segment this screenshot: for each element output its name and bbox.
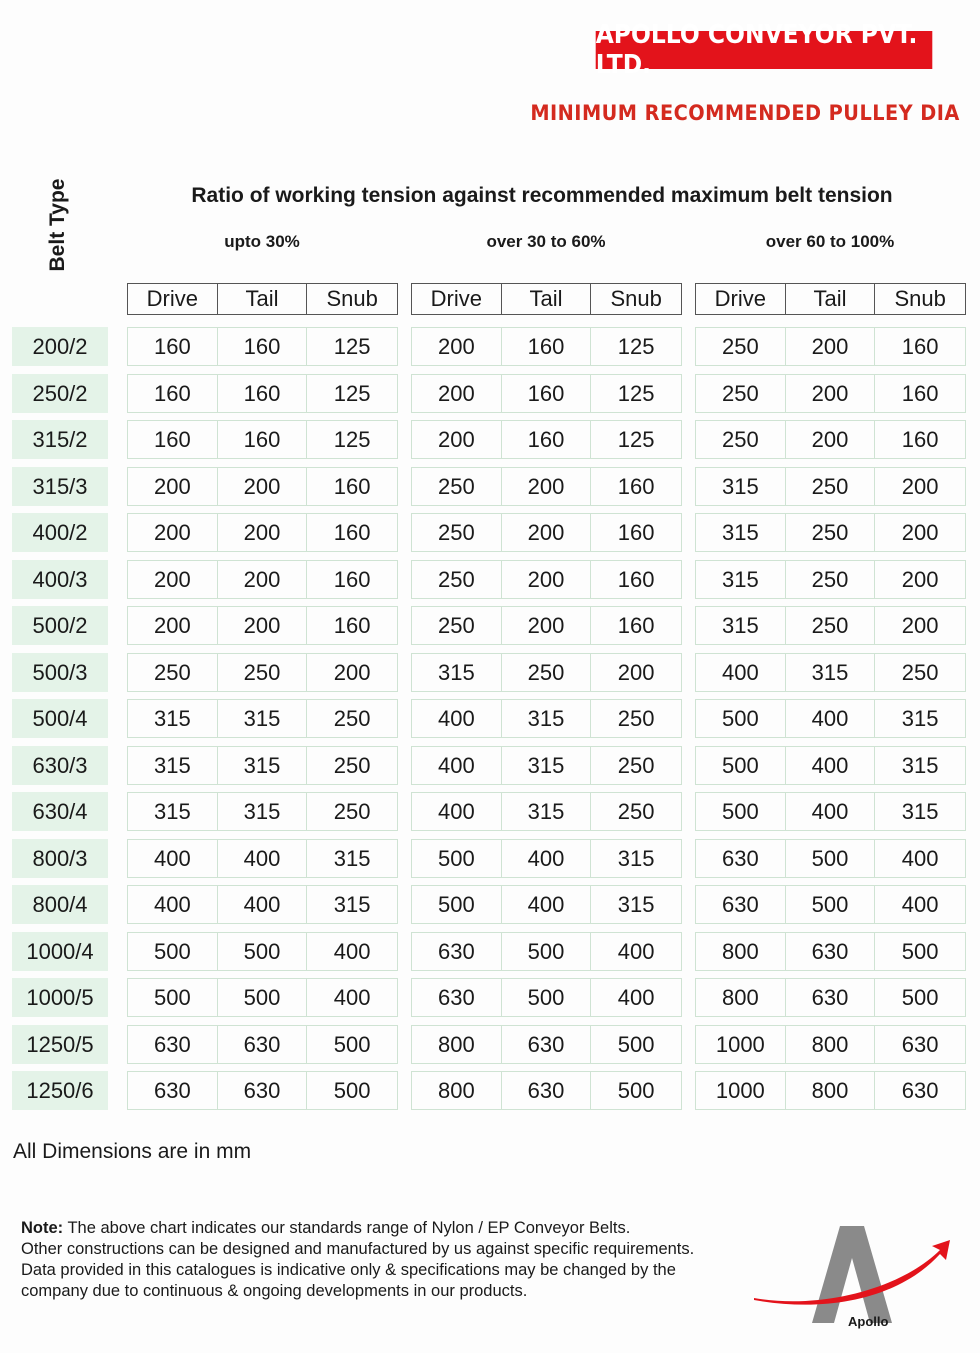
table-row xyxy=(695,467,966,506)
pulley-dia-cell: 500 xyxy=(218,979,308,1016)
pulley-dia-cell: 630 xyxy=(901,1031,939,1057)
pulley-dia-cell: 250 xyxy=(901,659,939,685)
table-row xyxy=(695,606,966,645)
pulley-dia-cell: 500 xyxy=(696,700,786,737)
pulley-dia-cell: 315 xyxy=(696,561,786,598)
pulley-dia-cell: 630 xyxy=(412,979,502,1016)
table-row xyxy=(411,327,682,366)
pulley-dia-cell: 250 xyxy=(218,654,308,691)
column-header: Drive xyxy=(128,284,218,314)
pulley-dia-cell: 500 xyxy=(617,1077,655,1103)
pulley-dia-cell: 200 xyxy=(128,561,218,598)
pulley-dia-cell: 800 xyxy=(786,1072,876,1109)
pulley-dia-cell: 315 xyxy=(696,607,786,644)
pulley-dia-cell: 500 xyxy=(502,933,592,970)
table-row xyxy=(127,327,398,366)
pulley-dia-cell: 200 xyxy=(218,607,308,644)
belt-type-cell: 630/4 xyxy=(12,792,108,831)
pulley-dia-cell: 800 xyxy=(696,933,786,970)
belt-type-cell: 315/2 xyxy=(12,420,108,459)
table-row xyxy=(411,513,682,552)
column-header: Drive xyxy=(412,284,502,314)
pulley-dia-cell: 315 xyxy=(218,700,308,737)
pulley-dia-cell: 400 xyxy=(901,891,939,917)
belt-type-cell: 200/2 xyxy=(12,327,108,366)
pulley-dia-cell: 630 xyxy=(786,933,876,970)
table-row xyxy=(127,792,398,831)
belt-type-cell: 800/4 xyxy=(12,885,108,924)
belt-type-cell: 250/2 xyxy=(12,374,108,413)
pulley-dia-cell: 630 xyxy=(786,979,876,1016)
pulley-dia-cell: 250 xyxy=(696,328,786,365)
table-row xyxy=(411,885,682,924)
pulley-dia-cell: 400 xyxy=(218,886,308,923)
belt-type-label: Belt Type xyxy=(46,178,69,272)
pulley-dia-cell: 200 xyxy=(617,659,655,685)
pulley-dia-cell: 400 xyxy=(502,886,592,923)
belt-type-cell: 1250/6 xyxy=(12,1071,108,1110)
pulley-dia-cell: 250 xyxy=(786,514,876,551)
pulley-dia-cell: 160 xyxy=(218,328,308,365)
pulley-dia-cell: 250 xyxy=(786,607,876,644)
table-row xyxy=(695,560,966,599)
table-row xyxy=(127,560,398,599)
document-title: MINIMUM RECOMMENDED PULLEY DIA xyxy=(530,101,960,125)
pulley-dia-cell: 125 xyxy=(617,426,655,452)
pulley-dia-cell: 500 xyxy=(333,1031,371,1057)
table-row xyxy=(411,978,682,1017)
column-header: Snub xyxy=(610,286,662,311)
pulley-dia-cell: 400 xyxy=(333,984,371,1010)
column-header-group xyxy=(411,283,682,315)
table-row xyxy=(411,560,682,599)
pulley-dia-cell: 200 xyxy=(901,519,939,545)
table-row xyxy=(695,513,966,552)
pulley-dia-cell: 630 xyxy=(218,1026,308,1063)
pulley-dia-cell: 250 xyxy=(696,421,786,458)
table-row xyxy=(127,1025,398,1064)
pulley-dia-cell: 200 xyxy=(128,607,218,644)
table-row xyxy=(411,839,682,878)
table-row xyxy=(695,374,966,413)
pulley-dia-cell: 160 xyxy=(218,421,308,458)
pulley-dia-cell: 160 xyxy=(901,333,939,359)
belt-type-cell: 630/3 xyxy=(12,746,108,785)
pulley-dia-cell: 200 xyxy=(502,468,592,505)
pulley-dia-cell: 200 xyxy=(128,514,218,551)
pulley-dia-cell: 630 xyxy=(128,1072,218,1109)
pulley-dia-cell: 500 xyxy=(412,886,502,923)
pulley-dia-cell: 800 xyxy=(412,1026,502,1063)
table-row xyxy=(127,839,398,878)
belt-type-cell: 400/3 xyxy=(12,560,108,599)
pulley-dia-cell: 315 xyxy=(901,705,939,731)
pulley-dia-cell: 250 xyxy=(786,561,876,598)
ratio-heading: Ratio of working tension against recommended maximum belt tension xyxy=(191,184,893,207)
pulley-dia-cell: 160 xyxy=(617,612,655,638)
pulley-dia-cell: 125 xyxy=(333,380,371,406)
table-row xyxy=(695,746,966,785)
pulley-dia-cell: 1000 xyxy=(696,1072,786,1109)
table-row xyxy=(127,885,398,924)
belt-type-cell: 800/3 xyxy=(12,839,108,878)
pulley-dia-cell: 125 xyxy=(617,380,655,406)
pulley-dia-cell: 250 xyxy=(502,654,592,691)
table-row xyxy=(695,885,966,924)
pulley-dia-cell: 315 xyxy=(412,654,502,691)
pulley-dia-cell: 200 xyxy=(901,473,939,499)
column-header: Snub xyxy=(894,286,946,311)
table-row xyxy=(127,699,398,738)
table-row xyxy=(695,1025,966,1064)
pulley-dia-cell: 500 xyxy=(901,984,939,1010)
apollo-logo xyxy=(752,1218,952,1333)
table-row xyxy=(695,839,966,878)
group-heading: upto 30% xyxy=(224,232,300,251)
pulley-dia-cell: 160 xyxy=(333,473,371,499)
table-row xyxy=(127,513,398,552)
pulley-dia-cell: 200 xyxy=(128,468,218,505)
pulley-dia-cell: 630 xyxy=(696,840,786,877)
pulley-dia-cell: 400 xyxy=(786,747,876,784)
pulley-dia-cell: 250 xyxy=(333,752,371,778)
pulley-dia-cell: 200 xyxy=(218,468,308,505)
pulley-dia-cell: 500 xyxy=(502,979,592,1016)
pulley-dia-cell: 160 xyxy=(333,612,371,638)
pulley-dia-cell: 400 xyxy=(218,840,308,877)
pulley-dia-cell: 315 xyxy=(218,793,308,830)
pulley-dia-cell: 400 xyxy=(502,840,592,877)
pulley-dia-cell: 315 xyxy=(617,891,655,917)
pulley-dia-cell: 800 xyxy=(786,1026,876,1063)
pulley-dia-cell: 400 xyxy=(128,840,218,877)
pulley-dia-cell: 200 xyxy=(502,607,592,644)
note-line xyxy=(21,1218,811,1239)
belt-type-cell: 1000/5 xyxy=(12,978,108,1017)
pulley-dia-cell: 500 xyxy=(128,979,218,1016)
pulley-dia-cell: 200 xyxy=(502,561,592,598)
table-row xyxy=(411,467,682,506)
table-row xyxy=(695,327,966,366)
pulley-dia-cell: 250 xyxy=(333,705,371,731)
note-text: The above chart indicates our standards range of Nylon / EP Conveyor Belts. xyxy=(63,1219,631,1237)
pulley-dia-cell: 200 xyxy=(412,421,502,458)
pulley-dia-cell: 315 xyxy=(901,752,939,778)
table-row xyxy=(411,699,682,738)
logo-text: Apollo xyxy=(848,1314,889,1329)
pulley-dia-cell: 315 xyxy=(218,747,308,784)
pulley-dia-cell: 500 xyxy=(786,840,876,877)
pulley-dia-cell: 400 xyxy=(696,654,786,691)
pulley-dia-cell: 315 xyxy=(333,845,371,871)
pulley-dia-cell: 315 xyxy=(901,798,939,824)
table-row xyxy=(127,1071,398,1110)
units-note: All Dimensions are in mm xyxy=(13,1140,252,1163)
pulley-dia-cell: 250 xyxy=(617,705,655,731)
pulley-dia-cell: 160 xyxy=(502,328,592,365)
company-banner xyxy=(595,20,933,80)
belt-type-cell: 1250/5 xyxy=(12,1025,108,1064)
pulley-dia-cell: 250 xyxy=(617,798,655,824)
note-line: Other constructions can be designed and manufactured by us against specific requirements. xyxy=(21,1240,695,1258)
note-block xyxy=(21,1218,811,1302)
table-row xyxy=(127,978,398,1017)
pulley-dia-cell: 630 xyxy=(218,1072,308,1109)
belt-type-cell: 500/2 xyxy=(12,606,108,645)
pulley-dia-cell: 315 xyxy=(128,747,218,784)
column-header-group xyxy=(695,283,966,315)
pulley-dia-cell: 200 xyxy=(786,421,876,458)
pulley-dia-cell: 630 xyxy=(696,886,786,923)
table-row xyxy=(695,932,966,971)
pulley-dia-cell: 200 xyxy=(502,514,592,551)
pulley-dia-cell: 160 xyxy=(617,519,655,545)
pulley-dia-cell: 315 xyxy=(786,654,876,691)
pulley-dia-cell: 160 xyxy=(333,566,371,592)
table-row xyxy=(127,420,398,459)
column-header-group xyxy=(127,283,398,315)
note-line: company due to continuous & ongoing developments in our products. xyxy=(21,1282,528,1300)
pulley-dia-cell: 160 xyxy=(901,380,939,406)
pulley-dia-cell: 250 xyxy=(786,468,876,505)
company-name: APOLLO CONVEYOR PVT. LTD. xyxy=(595,20,918,80)
pulley-dia-cell: 200 xyxy=(786,375,876,412)
column-header: Snub xyxy=(326,286,378,311)
pulley-dia-cell: 160 xyxy=(502,375,592,412)
table-row xyxy=(127,746,398,785)
pulley-dia-cell: 630 xyxy=(412,933,502,970)
pulley-dia-cell: 200 xyxy=(333,659,371,685)
pulley-dia-cell: 315 xyxy=(502,747,592,784)
table-row xyxy=(411,420,682,459)
pulley-dia-cell: 630 xyxy=(502,1072,592,1109)
pulley-dia-cell: 125 xyxy=(617,333,655,359)
note-label: Note: xyxy=(21,1219,64,1237)
pulley-dia-cell: 250 xyxy=(696,375,786,412)
pulley-dia-cell: 630 xyxy=(502,1026,592,1063)
pulley-dia-cell: 315 xyxy=(696,468,786,505)
pulley-dia-cell: 200 xyxy=(218,514,308,551)
pulley-dia-cell: 250 xyxy=(412,607,502,644)
belt-type-cell: 315/3 xyxy=(12,467,108,506)
belt-type-cell: 500/3 xyxy=(12,653,108,692)
table-row xyxy=(127,606,398,645)
pulley-dia-cell: 200 xyxy=(786,328,876,365)
table-row xyxy=(411,374,682,413)
table-row xyxy=(695,1071,966,1110)
pulley-dia-cell: 400 xyxy=(128,886,218,923)
pulley-dia-cell: 125 xyxy=(333,426,371,452)
pulley-dia-cell: 200 xyxy=(412,328,502,365)
pulley-dia-cell: 160 xyxy=(128,328,218,365)
pulley-dia-cell: 630 xyxy=(128,1026,218,1063)
pulley-dia-cell: 500 xyxy=(786,886,876,923)
table-row xyxy=(695,792,966,831)
pulley-dia-cell: 500 xyxy=(333,1077,371,1103)
belt-type-cell: 1000/4 xyxy=(12,932,108,971)
pulley-dia-cell: 160 xyxy=(901,426,939,452)
pulley-dia-cell: 125 xyxy=(333,333,371,359)
pulley-dia-cell: 400 xyxy=(786,700,876,737)
pulley-dia-cell: 800 xyxy=(696,979,786,1016)
pulley-dia-cell: 250 xyxy=(617,752,655,778)
pulley-dia-cell: 160 xyxy=(617,566,655,592)
table-row xyxy=(411,1071,682,1110)
pulley-dia-cell: 160 xyxy=(218,375,308,412)
pulley-dia-cell: 500 xyxy=(128,933,218,970)
pulley-dia-cell: 250 xyxy=(412,561,502,598)
pulley-dia-cell: 250 xyxy=(412,514,502,551)
group-heading: over 60 to 100% xyxy=(765,232,895,251)
pulley-dia-cell: 400 xyxy=(412,700,502,737)
pulley-dia-cell: 315 xyxy=(502,793,592,830)
column-header: Tail xyxy=(502,284,592,314)
pulley-dia-cell: 1000 xyxy=(696,1026,786,1063)
table-row xyxy=(127,653,398,692)
pulley-dia-cell: 200 xyxy=(412,375,502,412)
column-header: Tail xyxy=(218,284,308,314)
pulley-dia-cell: 200 xyxy=(901,566,939,592)
pulley-dia-cell: 800 xyxy=(412,1072,502,1109)
pulley-dia-cell: 160 xyxy=(128,421,218,458)
table-row xyxy=(695,978,966,1017)
table-row xyxy=(411,792,682,831)
pulley-dia-cell: 315 xyxy=(128,700,218,737)
pulley-dia-cell: 160 xyxy=(502,421,592,458)
pulley-dia-cell: 315 xyxy=(617,845,655,871)
pulley-dia-cell: 315 xyxy=(696,514,786,551)
table-row xyxy=(411,653,682,692)
belt-type-cell: 500/4 xyxy=(12,699,108,738)
pulley-dia-cell: 400 xyxy=(617,938,655,964)
pulley-dia-cell: 500 xyxy=(218,933,308,970)
group-heading: over 30 to 60% xyxy=(486,232,606,251)
column-header: Tail xyxy=(786,284,876,314)
pulley-dia-cell: 400 xyxy=(617,984,655,1010)
logo-a-mark xyxy=(812,1226,892,1323)
pulley-dia-cell: 315 xyxy=(333,891,371,917)
table-row xyxy=(127,374,398,413)
table-row xyxy=(411,606,682,645)
table-row xyxy=(127,467,398,506)
pulley-dia-cell: 315 xyxy=(128,793,218,830)
pulley-dia-cell: 500 xyxy=(412,840,502,877)
belt-type-cell: 400/2 xyxy=(12,513,108,552)
pulley-dia-cell: 250 xyxy=(412,468,502,505)
pulley-dia-cell: 500 xyxy=(901,938,939,964)
table-row xyxy=(411,1025,682,1064)
note-line: Data provided in this catalogues is indicative only & specifications may be changed by the xyxy=(21,1261,676,1279)
pulley-dia-cell: 400 xyxy=(412,793,502,830)
pulley-dia-cell: 250 xyxy=(333,798,371,824)
pulley-dia-cell: 200 xyxy=(218,561,308,598)
pulley-dia-cell: 400 xyxy=(901,845,939,871)
pulley-dia-cell: 160 xyxy=(617,473,655,499)
pulley-dia-cell: 160 xyxy=(333,519,371,545)
table-row xyxy=(411,746,682,785)
pulley-dia-cell: 400 xyxy=(412,747,502,784)
pulley-dia-cell: 400 xyxy=(333,938,371,964)
table-row xyxy=(127,932,398,971)
pulley-dia-cell: 200 xyxy=(901,612,939,638)
table-row xyxy=(695,420,966,459)
table-row xyxy=(695,653,966,692)
pulley-dia-cell: 630 xyxy=(901,1077,939,1103)
pulley-dia-cell: 500 xyxy=(617,1031,655,1057)
column-header: Drive xyxy=(696,284,786,314)
table-row xyxy=(695,699,966,738)
pulley-dia-cell: 400 xyxy=(786,793,876,830)
pulley-dia-cell: 250 xyxy=(128,654,218,691)
pulley-dia-cell: 500 xyxy=(696,793,786,830)
pulley-dia-cell: 315 xyxy=(502,700,592,737)
pulley-dia-cell: 160 xyxy=(128,375,218,412)
table-row xyxy=(411,932,682,971)
pulley-dia-cell: 500 xyxy=(696,747,786,784)
